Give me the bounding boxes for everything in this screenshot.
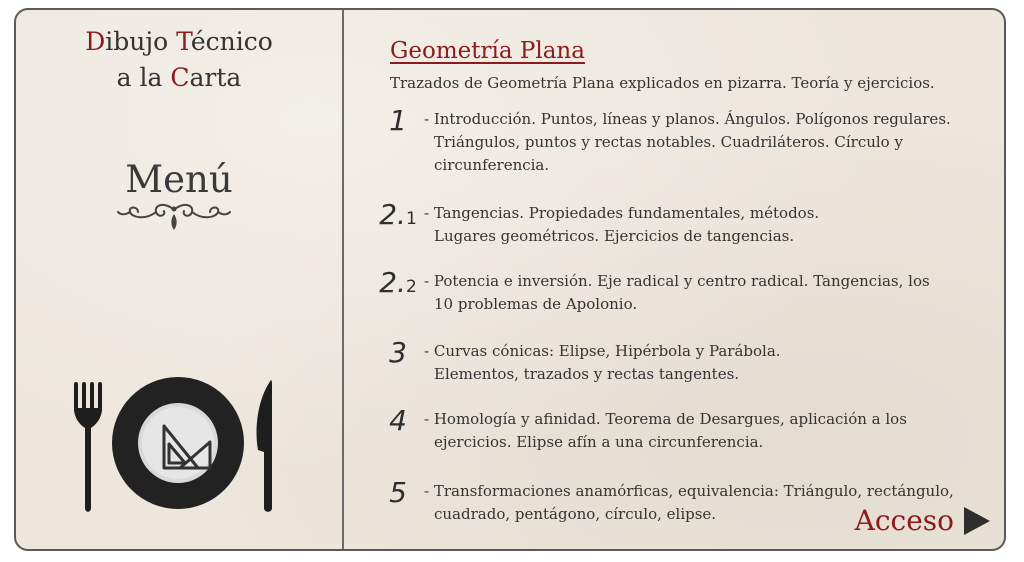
access-button[interactable] [855, 504, 990, 537]
brand-line-2: a la Carta [116, 63, 242, 92]
brand-title [16, 24, 342, 96]
menu-card [14, 8, 1006, 551]
topic-text: - Homología y afinidad. Teorema de Desargues, aplicación a los ejercicios. Elipse afín a una circunferencia. [424, 410, 907, 451]
topic-number: 4 [389, 404, 407, 437]
topic-number: 5 [389, 476, 407, 509]
topic-number: 1 [389, 104, 407, 137]
topic-text: - Tangencias. Propiedades fundamentales, métodos. Lugares geométricos. Ejercicios de tangencias. [424, 204, 820, 245]
panel-divider [342, 10, 344, 549]
access-label: Acceso [854, 504, 954, 537]
play-arrow-icon [964, 507, 990, 535]
brand-line-1: Dibujo Técnico [85, 27, 273, 56]
topic-number: 2.2 [379, 266, 417, 299]
topic-text: - Curvas cónicas: Elipse, Hipérbola y Parábola. Elementos, trazados y rectas tangentes. [424, 342, 781, 383]
ornament-flourish-icon [116, 200, 232, 234]
topic-text: - Transformaciones anamórficas, equivalencia: Triángulo, rectángulo, cuadrado, pentágono, círculo, elipse. [424, 482, 954, 523]
topic-text: - Potencia e inversión. Eje radical y centro radical. Tangencias, los 10 problemas de Apolonio. [424, 272, 930, 313]
topic-number: 2.1 [379, 198, 417, 231]
plate-cutlery-icon [68, 368, 288, 518]
menu-title: Menú [125, 158, 233, 201]
section-title[interactable]: Geometría Plana [390, 38, 585, 64]
topic-number: 3 [389, 336, 407, 369]
topic-text: - Introducción. Puntos, líneas y planos. Ángulos. Polígonos regulares. Triángulos, puntos y rectas notables. Cuadriláteros. Círculo y circunferencia. [424, 110, 951, 174]
section-subtitle: Trazados de Geometría Plana explicados en pizarra. Teoría y ejercicios. [390, 74, 935, 92]
